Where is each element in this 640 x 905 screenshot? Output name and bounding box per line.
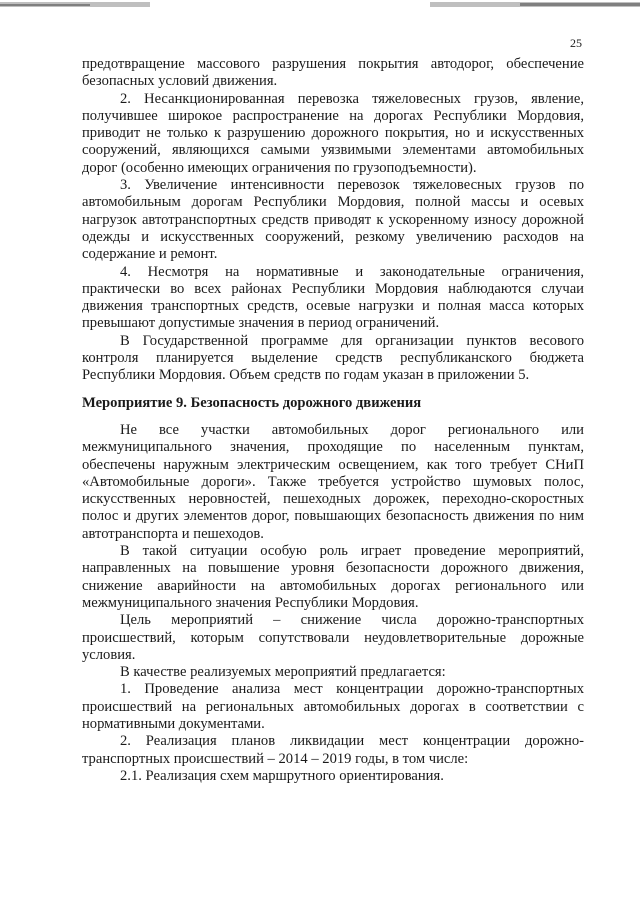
list-item: 2.1. Реализация схем маршрутного ориентирования. xyxy=(120,767,444,784)
list-item: 2. Реализация планов ликвидации мест концентрации дорожно-транспортных происшествий – 2014 – 2019 годы, в том числе: xyxy=(82,733,584,767)
paragraph: Цель мероприятий – снижение числа дорожно-транспортных происшествий, которым сопутствовали неудовлетворительные дорожные условия. xyxy=(82,612,584,663)
paragraph: В качестве реализуемых мероприятий предлагается: xyxy=(120,664,446,681)
paragraph: Не все участки автомобильных дорог регионального или межмуниципального значения, проходящие по населенным пунктам, обеспечены наружным электрическим освещением, как того требует СНиП «Автомобильные дороги». Также требуется устройство шумовых полос, искусственных неровностей, пешеходных дорожек, переходно-скоростных полос и других элементов дорог, повышающих безопасность движения по ним автотранспорта и пешеходов. xyxy=(82,421,584,542)
list-item: 1. Проведение анализа мест концентрации дорожно-транспортных происшествий на региональных автомобильных дорогах в соответствии с нормативными документами. xyxy=(82,681,584,732)
paragraph: В Государственной программе для организации пунктов весового контроля планируется выделение средств республиканского бюджета Республики Мордовия. Объем средств по годам указан в приложении 5. xyxy=(82,332,584,384)
paragraph: 2. Несанкционированная перевозка тяжеловесных грузов, явление, получившее широкое распространение на дорогах Республики Мордовия, приводит не только к разрушению дорожного покрытия, но и искусственных сооружений, являющихся самыми уязвимыми элементами автомобильных дорог (особенно имеющих ограничения по грузоподъемности). xyxy=(82,90,584,176)
scan-artifact-top xyxy=(0,0,640,14)
paragraph: 4. Несмотря на нормативные и законодательные ограничения, практически во всех районах Республики Мордовия наблюдаются случаи движения транспортных средств, осевые нагрузки и полная масса которых превышают допустимые значения в период ограничений. xyxy=(82,263,584,332)
document-body xyxy=(82,56,584,785)
page-number: 25 xyxy=(570,36,582,50)
paragraph: 3. Увеличение интенсивности перевозок тяжеловесных грузов по автомобильным дорогам Республики Мордовия, полной массы и осевых нагрузок автотранспортных средств приводят к ускоренному износу дорожной одежды и искусственных сооружений, резкому увеличению расходов на содержание и ремонт. xyxy=(82,177,584,263)
paragraph: предотвращение массового разрушения покрытия автодорог, обеспечение безопасных условий движения. xyxy=(82,56,584,90)
section-heading: Мероприятие 9. Безопасность дорожного движения xyxy=(82,394,422,411)
paragraph: В такой ситуации особую роль играет проведение мероприятий, направленных на повышение уровня безопасности дорожного движения, снижение аварийности на автомобильных дорогах регионального или межмуниципального значения Республики Мордовия. xyxy=(82,543,584,611)
